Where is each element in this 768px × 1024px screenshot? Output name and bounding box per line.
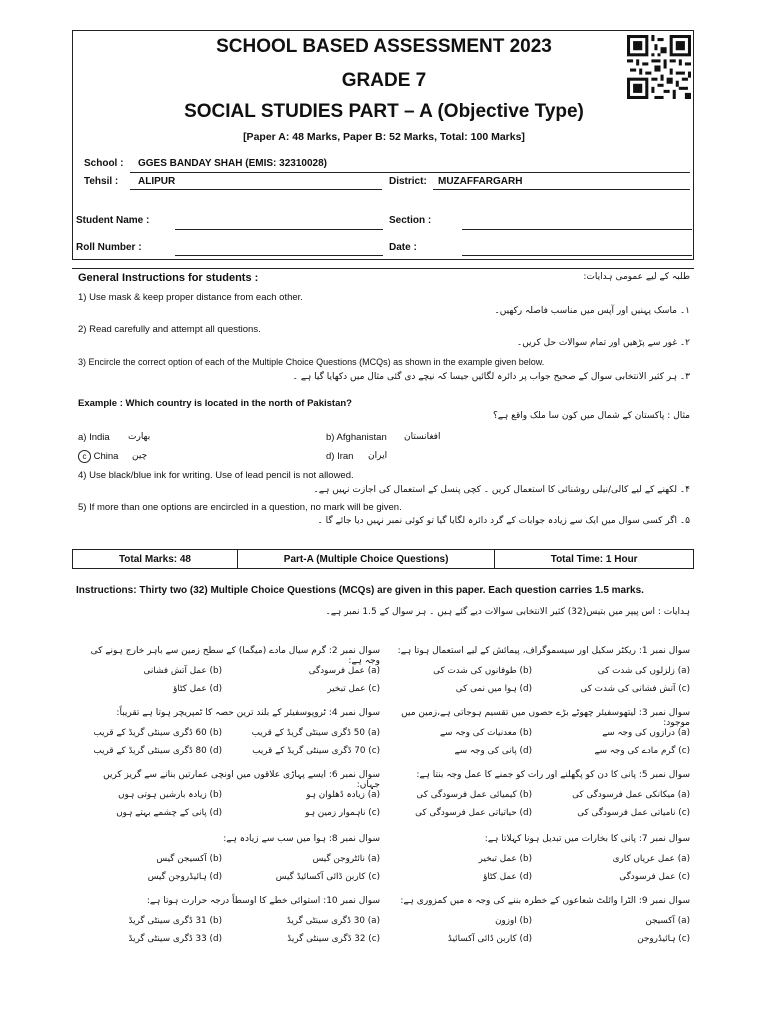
mcq-instructions: Instructions: Thirty two (32) Multiple Choice Questions (MCQs) are given in this paper. Each question carries 1.5 marks. <box>76 585 644 596</box>
instruction-4-urdu: ۴۔ لکھنے کے لیے کالی/نیلی روشنائی کا استعمال کریں ۔ کچی پنسل کے استعمال کی اجازت نہیں ہے۔ <box>313 485 690 495</box>
question-text: سوال نمبر 7: پانی کا بخارات میں تبدیل ہونا کہلاتا ہے: <box>484 834 690 844</box>
divider <box>130 172 690 173</box>
section-label: Section : <box>389 215 432 226</box>
option-a[interactable]: (a) میکانکی عمل فرسودگی کی <box>572 790 690 800</box>
option-c[interactable]: (c) ناہموار زمین ہو <box>305 808 380 818</box>
instruction-5-urdu: ۵۔ اگر کسی سوال میں ایک سے زیادہ جوابات کے گرد دائرہ لگایا گیا تو کوئی نمبر نہیں دیا جائے گا ۔ <box>317 516 690 526</box>
student-name-label: Student Name : <box>76 215 150 226</box>
school-label: School : <box>84 158 124 169</box>
part-label: Part-A (Multiple Choice Questions) <box>238 550 495 568</box>
instruction-1: 1) Use mask & keep proper distance from each other. <box>78 292 303 303</box>
district-value: MUZAFFARGARH <box>438 176 523 187</box>
exam-title: SCHOOL BASED ASSESSMENT 2023 <box>216 36 552 57</box>
option-d[interactable]: (d) پانی کے چشمے بہتے ہوں <box>116 808 222 818</box>
instruction-4: 4) Use black/blue ink for writing. Use of lead pencil is not allowed. <box>78 470 354 481</box>
qr-code-icon <box>627 35 691 99</box>
date-label: Date : <box>389 242 417 253</box>
subject-title: SOCIAL STUDIES PART – A (Objective Type) <box>184 101 584 122</box>
option-b[interactable]: (b) 31 ڈگری سینٹی گریڈ <box>128 916 222 926</box>
question-text: سوال نمبر 3: لیتھوسفیئر چھوٹے بڑے حصوں میں تقسیم ہوجاتی ہے،زمین میں موجود: <box>401 708 690 728</box>
option-a[interactable]: (a) 30 ڈگری سینٹی گریڈ <box>286 916 380 926</box>
option-b[interactable]: (b) معدنیات کی وجہ سے <box>439 728 532 738</box>
option-a[interactable]: (a) 50 ڈگری سینٹی گریڈ کے قریب <box>251 728 380 738</box>
tehsil-label: Tehsil : <box>84 176 119 187</box>
instruction-3-urdu: ۳۔ ہر کثیر الانتخابی سوال کے صحیح جواب پر دائرہ لگائیں جیسا کہ نیچے دی گئی مثال میں دکھایا گیا ہے ۔ <box>292 372 690 382</box>
option-d[interactable]: (d) حیاتیاتی عمل فرسودگی کی <box>415 808 532 818</box>
mcq-instructions-urdu: ہدایات : اس پیپر میں بتیس(32) کثیر الانتخابی سوالات دیے گئے ہیں ۔ ہر سوال کے 1.5 نمبر ہے۔ <box>325 607 690 617</box>
question-text: سوال نمبر 8: ہوا میں سب سے زیادہ ہے: <box>223 834 380 844</box>
option-c[interactable]: (c) ہائیڈروجن <box>637 934 690 944</box>
total-time: Total Time: 1 Hour <box>550 553 638 565</box>
option-b[interactable]: (b) 60 ڈگری سینٹی گریڈ کے قریب <box>93 728 222 738</box>
summary-bar <box>72 549 694 569</box>
option-d[interactable]: (d) پانی کی وجہ سے <box>454 746 532 756</box>
question-10 <box>80 896 380 954</box>
question-text: سوال نمبر 2: گرم سیال مادے (میگما) کے سطح زمین سے باہر خارج ہونے کی وجہ ہے: <box>90 646 380 666</box>
question-text: سوال نمبر 9: الٹرا وائلٹ شعاعوں کے خطرہ بننے کی وجہ ہ میں کمزوری ہے: <box>400 896 690 906</box>
marks-note: [Paper A: 48 Marks, Paper B: 52 Marks, Total: 100 Marks] <box>243 131 525 143</box>
option-d[interactable]: (d) 80 ڈگری سینٹی گریڈ کے قریب <box>93 746 222 756</box>
question-text: سوال نمبر 4: ٹروپوسفیئر کے بلند ترین حصہ کا ٹمپریچر ہوتا ہے تقریباً: <box>116 708 380 718</box>
option-d[interactable]: (d) ہائیڈروجن گیس <box>147 872 222 882</box>
example-option-a-urdu: بھارت <box>128 432 151 442</box>
question-text: سوال نمبر 5: پانی کا دن کو پگھلنے اور رات کو جمنے کا عمل وجہ بنتا ہے: <box>416 770 690 780</box>
option-d[interactable]: (d) عمل کٹاؤ <box>483 872 532 882</box>
option-a[interactable]: (a) زیادہ ڈھلوان ہو <box>306 790 380 800</box>
divider <box>72 268 694 269</box>
question-text: سوال نمبر 1: ریکٹر سکیل اور سیسموگراف، پیمائش کے لیے استعمال ہوتا ہے: <box>397 646 690 656</box>
instruction-5: 5) If more than one options are encircled in a question, no mark will be given. <box>78 502 402 513</box>
option-a[interactable]: (a) درازوں کی وجہ سے <box>602 728 690 738</box>
instruction-1-urdu: ۱۔ ماسک پہنیں اور آپس میں مناسب فاصلہ رکھیں۔ <box>494 306 690 316</box>
example-option-d: d) Iran <box>326 451 354 462</box>
instruction-3: 3) Encircle the correct option of each of the Multiple Choice Questions (MCQs) as shown in the example given below. <box>78 357 545 367</box>
instruction-2-urdu: ۲۔ غور سے پڑھیں اور تمام سوالات حل کریں۔ <box>516 338 690 348</box>
option-c[interactable]: (c) 70 ڈگری سینٹی گریڈ کے قریب <box>252 746 380 756</box>
example-question-urdu: مثال : پاکستان کے شمال میں کون سا ملک واقع ہے؟ <box>492 411 690 421</box>
example-option-c-label: China <box>93 451 119 462</box>
question-2 <box>80 646 380 704</box>
option-a[interactable]: (a) نائٹروجن گیس <box>312 854 380 864</box>
question-3 <box>390 708 690 766</box>
example-question: Example : Which country is located in the north of Pakistan? <box>78 398 352 409</box>
option-b[interactable]: (b) کیمیائی عمل فرسودگی کی <box>416 790 532 800</box>
section-field[interactable] <box>462 229 692 230</box>
option-a[interactable]: (a) زلزلوں کی شدت کی <box>597 666 690 676</box>
option-d[interactable]: (d) ہوا میں نمی کی <box>455 684 532 694</box>
question-4 <box>80 708 380 766</box>
option-c[interactable]: (c) عمل فرسودگی <box>619 872 690 882</box>
example-option-a: a) India <box>78 432 110 443</box>
option-b[interactable]: (b) عمل تبخیر <box>478 854 532 864</box>
header-frame <box>72 30 694 260</box>
grade-title: GRADE 7 <box>341 70 427 91</box>
tehsil-value: ALIPUR <box>138 176 176 187</box>
example-option-b: b) Afghanistan <box>326 432 387 443</box>
question-7 <box>390 834 690 892</box>
option-b[interactable]: (b) طوفانوں کی شدت کی <box>433 666 532 676</box>
school-value: GGES BANDAY SHAH (EMIS: 32310028) <box>138 158 327 169</box>
divider <box>433 189 690 190</box>
total-marks: Total Marks: 48 <box>73 550 238 568</box>
option-b[interactable]: (b) اوزون <box>495 916 532 926</box>
student-name-field[interactable] <box>175 229 383 230</box>
option-c[interactable]: (c) 32 ڈگری سینٹی گریڈ <box>287 934 380 944</box>
divider <box>130 189 382 190</box>
instructions-heading: General Instructions for students : <box>78 272 259 284</box>
roll-number-label: Roll Number : <box>76 242 142 253</box>
question-9 <box>390 896 690 954</box>
option-c[interactable]: (c) نامیاتی عمل فرسودگی کی <box>577 808 690 818</box>
date-field[interactable] <box>462 255 692 256</box>
instructions-heading-urdu: طلبہ کے لیے عمومی ہدایات: <box>583 272 690 282</box>
option-c[interactable]: (c) کاربن ڈائی آکسائیڈ گیس <box>275 872 380 882</box>
option-c[interactable]: (c) عمل تبخیر <box>327 684 380 694</box>
question-6 <box>80 770 380 828</box>
question-text: سوال نمبر 10: استوائی خطے کا اوسطاً درجہ حرارت ہوتا ہے: <box>146 896 380 906</box>
instruction-2: 2) Read carefully and attempt all questions. <box>78 324 261 335</box>
option-d[interactable]: (d) کاربن ڈائی آکسائیڈ <box>447 934 532 944</box>
option-c[interactable]: (c) گرم مادے کی وجہ سے <box>594 746 690 756</box>
question-8 <box>80 834 380 892</box>
question-text: سوال نمبر 6: ایسے پہاڑی علاقوں میں اونچی عمارتیں بنانے سے گریز کریں جہاں: <box>103 770 380 790</box>
encircled-option-icon: c <box>78 450 91 463</box>
option-c[interactable]: (c) آتش فشانی کی شدت کی <box>580 684 690 694</box>
example-option-c <box>78 450 118 463</box>
example-option-b-urdu: افغانستان <box>404 432 441 442</box>
option-b[interactable]: (b) آکسیجن گیس <box>156 854 222 864</box>
question-5 <box>390 770 690 828</box>
question-1 <box>390 646 690 704</box>
option-d[interactable]: (d) عمل کٹاؤ <box>173 684 222 694</box>
roll-number-field[interactable] <box>175 255 383 256</box>
example-option-d-urdu: ایران <box>368 451 388 461</box>
example-option-c-urdu: چین <box>132 451 148 461</box>
option-a[interactable]: (a) عمل عریاں کاری <box>612 854 690 864</box>
option-b[interactable]: (b) زیادہ بارشیں ہوتی ہوں <box>118 790 222 800</box>
district-label: District: <box>389 176 427 187</box>
option-b[interactable]: (b) عمل آتش فشانی <box>143 666 222 676</box>
option-d[interactable]: (d) 33 ڈگری سینٹی گریڈ <box>128 934 222 944</box>
option-a[interactable]: (a) عمل فرسودگی <box>308 666 380 676</box>
option-a[interactable]: (a) آکسیجن <box>645 916 690 926</box>
